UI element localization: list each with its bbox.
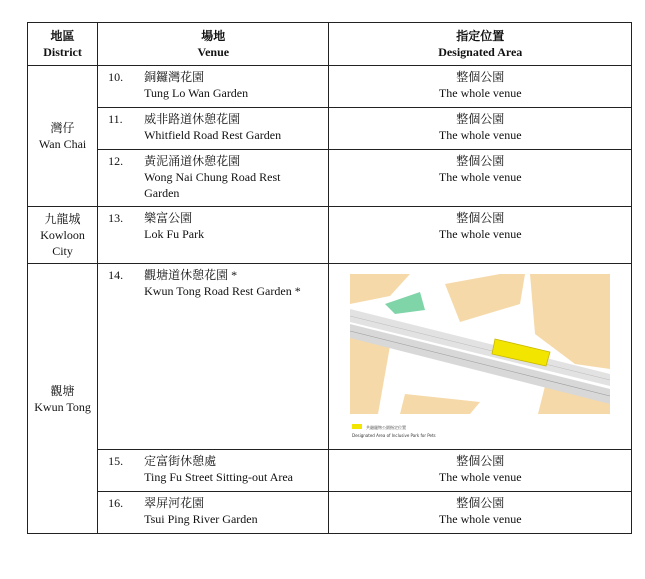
venue-name-zh: 翠屏河花園 — [144, 496, 205, 510]
venue-cell — [98, 207, 329, 264]
venue-name-en: Ting Fu Street Sitting-out Area — [144, 470, 294, 484]
table-row — [28, 492, 632, 534]
table-row — [28, 150, 632, 207]
venue-number: 14. — [108, 268, 124, 282]
district-kowloon-city: 九龍城 Kowloon City — [28, 207, 98, 264]
header-designated-area: 指定位置 Designated Area — [329, 23, 632, 66]
header-district: 地區 District — [28, 23, 98, 66]
venue-number: 15. — [108, 454, 124, 468]
header-venue: 場地 Venue — [98, 23, 329, 66]
venue-name-zh: 觀塘道休憩花園 * — [144, 268, 238, 282]
table-row — [28, 108, 632, 150]
table-row — [28, 66, 632, 108]
site-plan-map — [350, 274, 610, 449]
venue-number: 11. — [108, 112, 123, 126]
legend-label-en: Designated Area of Inclusive Park for Pets — [352, 433, 436, 438]
table-header-row — [28, 23, 632, 66]
venue-name-zh: 威非路道休憩花園 — [144, 112, 241, 126]
venue-name-zh: 黃泥涌道休憩花園 — [144, 154, 241, 168]
venue-cell — [98, 66, 329, 108]
venue-name-zh: 樂富公園 — [144, 211, 193, 225]
venue-name-en: Tsui Ping River Garden — [144, 512, 258, 526]
venue-name-en: Tung Lo Wan Garden — [144, 86, 249, 100]
area-cell: 整個公園 The whole venue — [329, 150, 632, 207]
designated-area-map — [350, 274, 610, 449]
venue-number: 12. — [108, 154, 124, 168]
legend-swatch — [352, 424, 362, 429]
legend-label-zh: 共融寵物公園指定位置 — [366, 425, 407, 430]
table-row — [28, 264, 632, 450]
area-cell: 整個公園 The whole venue — [329, 108, 632, 150]
district-wan-chai: 灣仔 Wan Chai — [28, 66, 98, 207]
district-kwun-tong: 觀塘 Kwun Tong — [28, 264, 98, 534]
venue-name-en: Wong Nai Chung Road Rest — [144, 170, 281, 184]
venue-number: 16. — [108, 496, 124, 510]
venue-cell — [98, 492, 329, 534]
table-row — [28, 207, 632, 264]
venue-table — [27, 22, 632, 534]
venue-cell — [98, 150, 329, 207]
venue-cell — [98, 450, 329, 492]
venue-name-en: Lok Fu Park — [144, 227, 205, 241]
venue-cell — [98, 108, 329, 150]
table-row — [28, 450, 632, 492]
venue-number: 10. — [108, 70, 124, 84]
area-cell: 整個公園 The whole venue — [329, 492, 632, 534]
area-cell: 整個公園 The whole venue — [329, 207, 632, 264]
area-cell: 整個公園 The whole venue — [329, 66, 632, 108]
venue-name-en: Kwun Tong Road Rest Garden * — [144, 284, 301, 298]
venue-name-zh: 定富街休憩處 — [144, 454, 217, 468]
area-cell: 整個公園 The whole venue — [329, 450, 632, 492]
venue-number: 13. — [108, 211, 124, 225]
venue-cell — [98, 264, 329, 450]
area-cell — [329, 264, 632, 450]
venue-name-en: Whitfield Road Rest Garden — [144, 128, 282, 142]
venue-name-zh: 銅鑼灣花園 — [144, 70, 205, 84]
venue-name-en-cont: Garden — [144, 186, 180, 200]
